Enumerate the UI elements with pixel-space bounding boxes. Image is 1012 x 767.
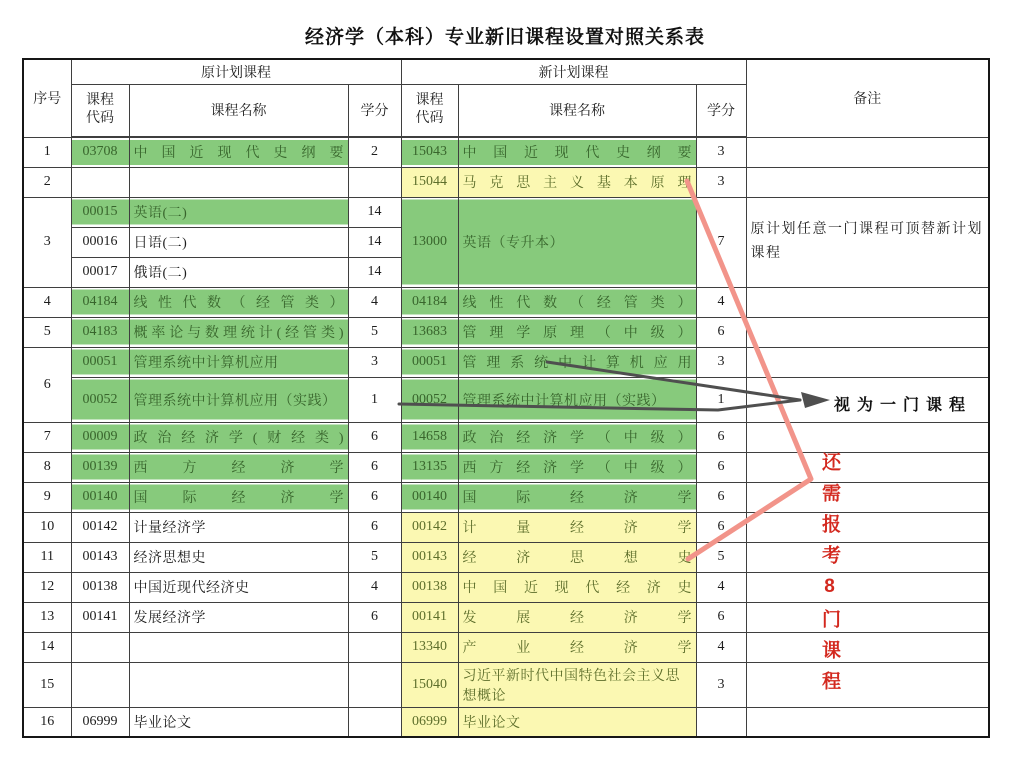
new-name-cell: 中国近现代史纲要	[458, 137, 696, 167]
new-name-cell: 中国近现代经济史	[458, 572, 696, 602]
table-row	[23, 167, 989, 197]
table-row	[23, 137, 989, 167]
header-new-credit: 学分	[696, 84, 746, 137]
new-credit-cell: 1	[696, 377, 746, 422]
new-code-cell: 06999	[401, 707, 458, 737]
new-code-cell: 13135	[401, 452, 458, 482]
old-name-cell: 英语(二)	[129, 197, 348, 227]
header-old-code: 课程代码	[71, 84, 129, 137]
remark-cell	[746, 167, 989, 197]
old-name-cell: 经济思想史	[129, 542, 348, 572]
table-row	[23, 452, 989, 482]
old-code-cell: 00138	[71, 572, 129, 602]
header-new-plan-group: 新计划课程	[401, 59, 746, 84]
new-code-cell: 00143	[401, 542, 458, 572]
remark-cell	[746, 317, 989, 347]
old-credit-cell: 6	[348, 452, 401, 482]
new-name-cell: 产业经济学	[458, 632, 696, 662]
old-name-cell	[129, 167, 348, 197]
old-code-cell: 00009	[71, 422, 129, 452]
old-credit-cell	[348, 632, 401, 662]
header-old-plan-group: 原计划课程	[71, 59, 401, 84]
old-credit-cell	[348, 662, 401, 707]
remark-cell	[746, 662, 989, 707]
old-code-cell: 00051	[71, 347, 129, 377]
serial-cell: 13	[23, 602, 71, 632]
serial-cell: 10	[23, 512, 71, 542]
serial-cell: 15	[23, 662, 71, 707]
new-name-cell: 管理系统中计算机应用（实践）	[458, 377, 696, 422]
new-name-cell: 管理学原理（中级）	[458, 317, 696, 347]
old-name-cell: 概率论与数理统计(经管类)	[129, 317, 348, 347]
table-row	[23, 602, 989, 632]
new-code-cell: 00138	[401, 572, 458, 602]
new-name-cell: 计量经济学	[458, 512, 696, 542]
remark-cell	[746, 572, 989, 602]
table-row	[23, 347, 989, 377]
old-credit-cell: 14	[348, 257, 401, 287]
old-name-cell: 中国近现代史纲要	[129, 137, 348, 167]
old-code-cell: 04184	[71, 287, 129, 317]
new-code-cell: 14658	[401, 422, 458, 452]
serial-cell: 11	[23, 542, 71, 572]
table-row	[23, 572, 989, 602]
old-name-cell: 线性代数（经管类）	[129, 287, 348, 317]
new-code-cell: 13683	[401, 317, 458, 347]
new-credit-cell: 6	[696, 602, 746, 632]
table-row	[23, 707, 989, 737]
new-code-cell: 13000	[401, 197, 458, 287]
page-title: 经济学（本科）专业新旧课程设置对照关系表	[304, 27, 705, 48]
old-credit-cell: 4	[348, 572, 401, 602]
new-credit-cell: 7	[696, 197, 746, 287]
old-name-cell	[129, 662, 348, 707]
serial-cell: 14	[23, 632, 71, 662]
old-name-cell: 毕业论文	[129, 707, 348, 737]
new-credit-cell: 6	[696, 422, 746, 452]
table-row	[23, 422, 989, 452]
new-credit-cell: 6	[696, 482, 746, 512]
old-name-cell: 政治经济学(财经类)	[129, 422, 348, 452]
serial-cell: 5	[23, 317, 71, 347]
serial-cell: 1	[23, 137, 71, 167]
serial-cell: 7	[23, 422, 71, 452]
header-row-groups	[23, 59, 989, 84]
serial-cell: 9	[23, 482, 71, 512]
new-credit-cell: 6	[696, 317, 746, 347]
old-code-cell: 06999	[71, 707, 129, 737]
new-name-cell: 政治经济学（中级）	[458, 422, 696, 452]
new-name-cell: 西方经济学（中级）	[458, 452, 696, 482]
table-row	[23, 632, 989, 662]
old-credit-cell: 6	[348, 482, 401, 512]
old-credit-cell: 1	[348, 377, 401, 422]
old-code-cell: 04183	[71, 317, 129, 347]
serial-cell: 4	[23, 287, 71, 317]
remark-cell	[746, 512, 989, 542]
old-credit-cell	[348, 167, 401, 197]
new-code-cell: 04184	[401, 287, 458, 317]
remark-cell	[746, 542, 989, 572]
old-credit-cell: 6	[348, 602, 401, 632]
old-code-cell: 03708	[71, 137, 129, 167]
table-row	[23, 197, 989, 227]
new-credit-cell: 5	[696, 542, 746, 572]
header-new-name: 课程名称	[458, 84, 696, 137]
table-row	[23, 512, 989, 542]
old-name-cell: 俄语(二)	[129, 257, 348, 287]
new-code-cell: 15043	[401, 137, 458, 167]
new-credit-cell	[696, 707, 746, 737]
table-row	[23, 662, 989, 707]
table-row	[23, 317, 989, 347]
old-name-cell: 发展经济学	[129, 602, 348, 632]
new-name-cell: 英语（专升本）	[458, 197, 696, 287]
new-name-cell: 线性代数（经管类）	[458, 287, 696, 317]
new-name-cell: 习近平新时代中国特色社会主义思想概论	[458, 662, 696, 707]
new-credit-cell: 6	[696, 452, 746, 482]
old-code-cell: 00015	[71, 197, 129, 227]
old-name-cell: 中国近现代经济史	[129, 572, 348, 602]
old-credit-cell: 14	[348, 227, 401, 257]
new-credit-cell: 4	[696, 287, 746, 317]
new-name-cell: 经济思想史	[458, 542, 696, 572]
new-credit-cell: 3	[696, 167, 746, 197]
header-serial: 序号	[23, 59, 71, 137]
new-code-cell: 15044	[401, 167, 458, 197]
header-old-credit: 学分	[348, 84, 401, 137]
serial-cell: 12	[23, 572, 71, 602]
old-code-cell: 00017	[71, 257, 129, 287]
new-code-cell: 00140	[401, 482, 458, 512]
old-name-cell	[129, 632, 348, 662]
table-row	[23, 482, 989, 512]
old-credit-cell: 6	[348, 512, 401, 542]
treated-as-one-note: 视为一门课程	[834, 397, 973, 414]
new-credit-cell: 3	[696, 662, 746, 707]
remark-cell	[746, 347, 989, 377]
remark-cell	[746, 452, 989, 482]
remark-cell	[746, 602, 989, 632]
old-name-cell: 计量经济学	[129, 512, 348, 542]
new-name-cell: 发展经济学	[458, 602, 696, 632]
new-credit-cell: 4	[696, 572, 746, 602]
old-name-cell: 西方经济学	[129, 452, 348, 482]
remark-cell	[746, 137, 989, 167]
old-code-cell: 00143	[71, 542, 129, 572]
serial-cell: 2	[23, 167, 71, 197]
new-code-cell: 13340	[401, 632, 458, 662]
old-code-cell: 00142	[71, 512, 129, 542]
old-credit-cell: 5	[348, 317, 401, 347]
serial-cell: 8	[23, 452, 71, 482]
old-name-cell: 日语(二)	[129, 227, 348, 257]
new-name-cell: 毕业论文	[458, 707, 696, 737]
old-name-cell: 管理系统中计算机应用（实践）	[129, 377, 348, 422]
remark-cell	[746, 707, 989, 737]
old-credit-cell: 4	[348, 287, 401, 317]
red-vertical-note: 还需报考8门课程	[819, 452, 840, 702]
old-code-cell: 00141	[71, 602, 129, 632]
remark-cell	[746, 482, 989, 512]
old-credit-cell	[348, 707, 401, 737]
new-code-cell: 00051	[401, 347, 458, 377]
old-name-cell: 管理系统中计算机应用	[129, 347, 348, 377]
header-new-code: 课程代码	[401, 84, 458, 137]
old-code-cell	[71, 662, 129, 707]
new-code-cell: 00141	[401, 602, 458, 632]
remark-cell	[746, 287, 989, 317]
remark-cell: 原计划任意一门课程可顶替新计划课程	[746, 197, 989, 287]
header-remark: 备注	[746, 59, 989, 137]
new-code-cell: 15040	[401, 662, 458, 707]
old-credit-cell: 5	[348, 542, 401, 572]
old-code-cell: 00016	[71, 227, 129, 257]
old-credit-cell: 2	[348, 137, 401, 167]
new-name-cell: 马克思主义基本原理	[458, 167, 696, 197]
old-code-cell	[71, 632, 129, 662]
serial-cell: 3	[23, 197, 71, 287]
new-credit-cell: 4	[696, 632, 746, 662]
new-credit-cell: 3	[696, 347, 746, 377]
old-code-cell	[71, 167, 129, 197]
old-credit-cell: 3	[348, 347, 401, 377]
new-code-cell: 00052	[401, 377, 458, 422]
new-name-cell: 管理系统中计算机应用	[458, 347, 696, 377]
table-row	[23, 542, 989, 572]
new-credit-cell: 3	[696, 137, 746, 167]
new-code-cell: 00142	[401, 512, 458, 542]
new-name-cell: 国际经济学	[458, 482, 696, 512]
old-code-cell: 00140	[71, 482, 129, 512]
remark-cell	[746, 632, 989, 662]
remark-cell	[746, 422, 989, 452]
old-name-cell: 国际经济学	[129, 482, 348, 512]
old-code-cell: 00052	[71, 377, 129, 422]
old-code-cell: 00139	[71, 452, 129, 482]
serial-cell: 16	[23, 707, 71, 737]
old-credit-cell: 6	[348, 422, 401, 452]
table-row	[23, 287, 989, 317]
serial-cell: 6	[23, 347, 71, 422]
old-credit-cell: 14	[348, 197, 401, 227]
header-old-name: 课程名称	[129, 84, 348, 137]
new-credit-cell: 6	[696, 512, 746, 542]
